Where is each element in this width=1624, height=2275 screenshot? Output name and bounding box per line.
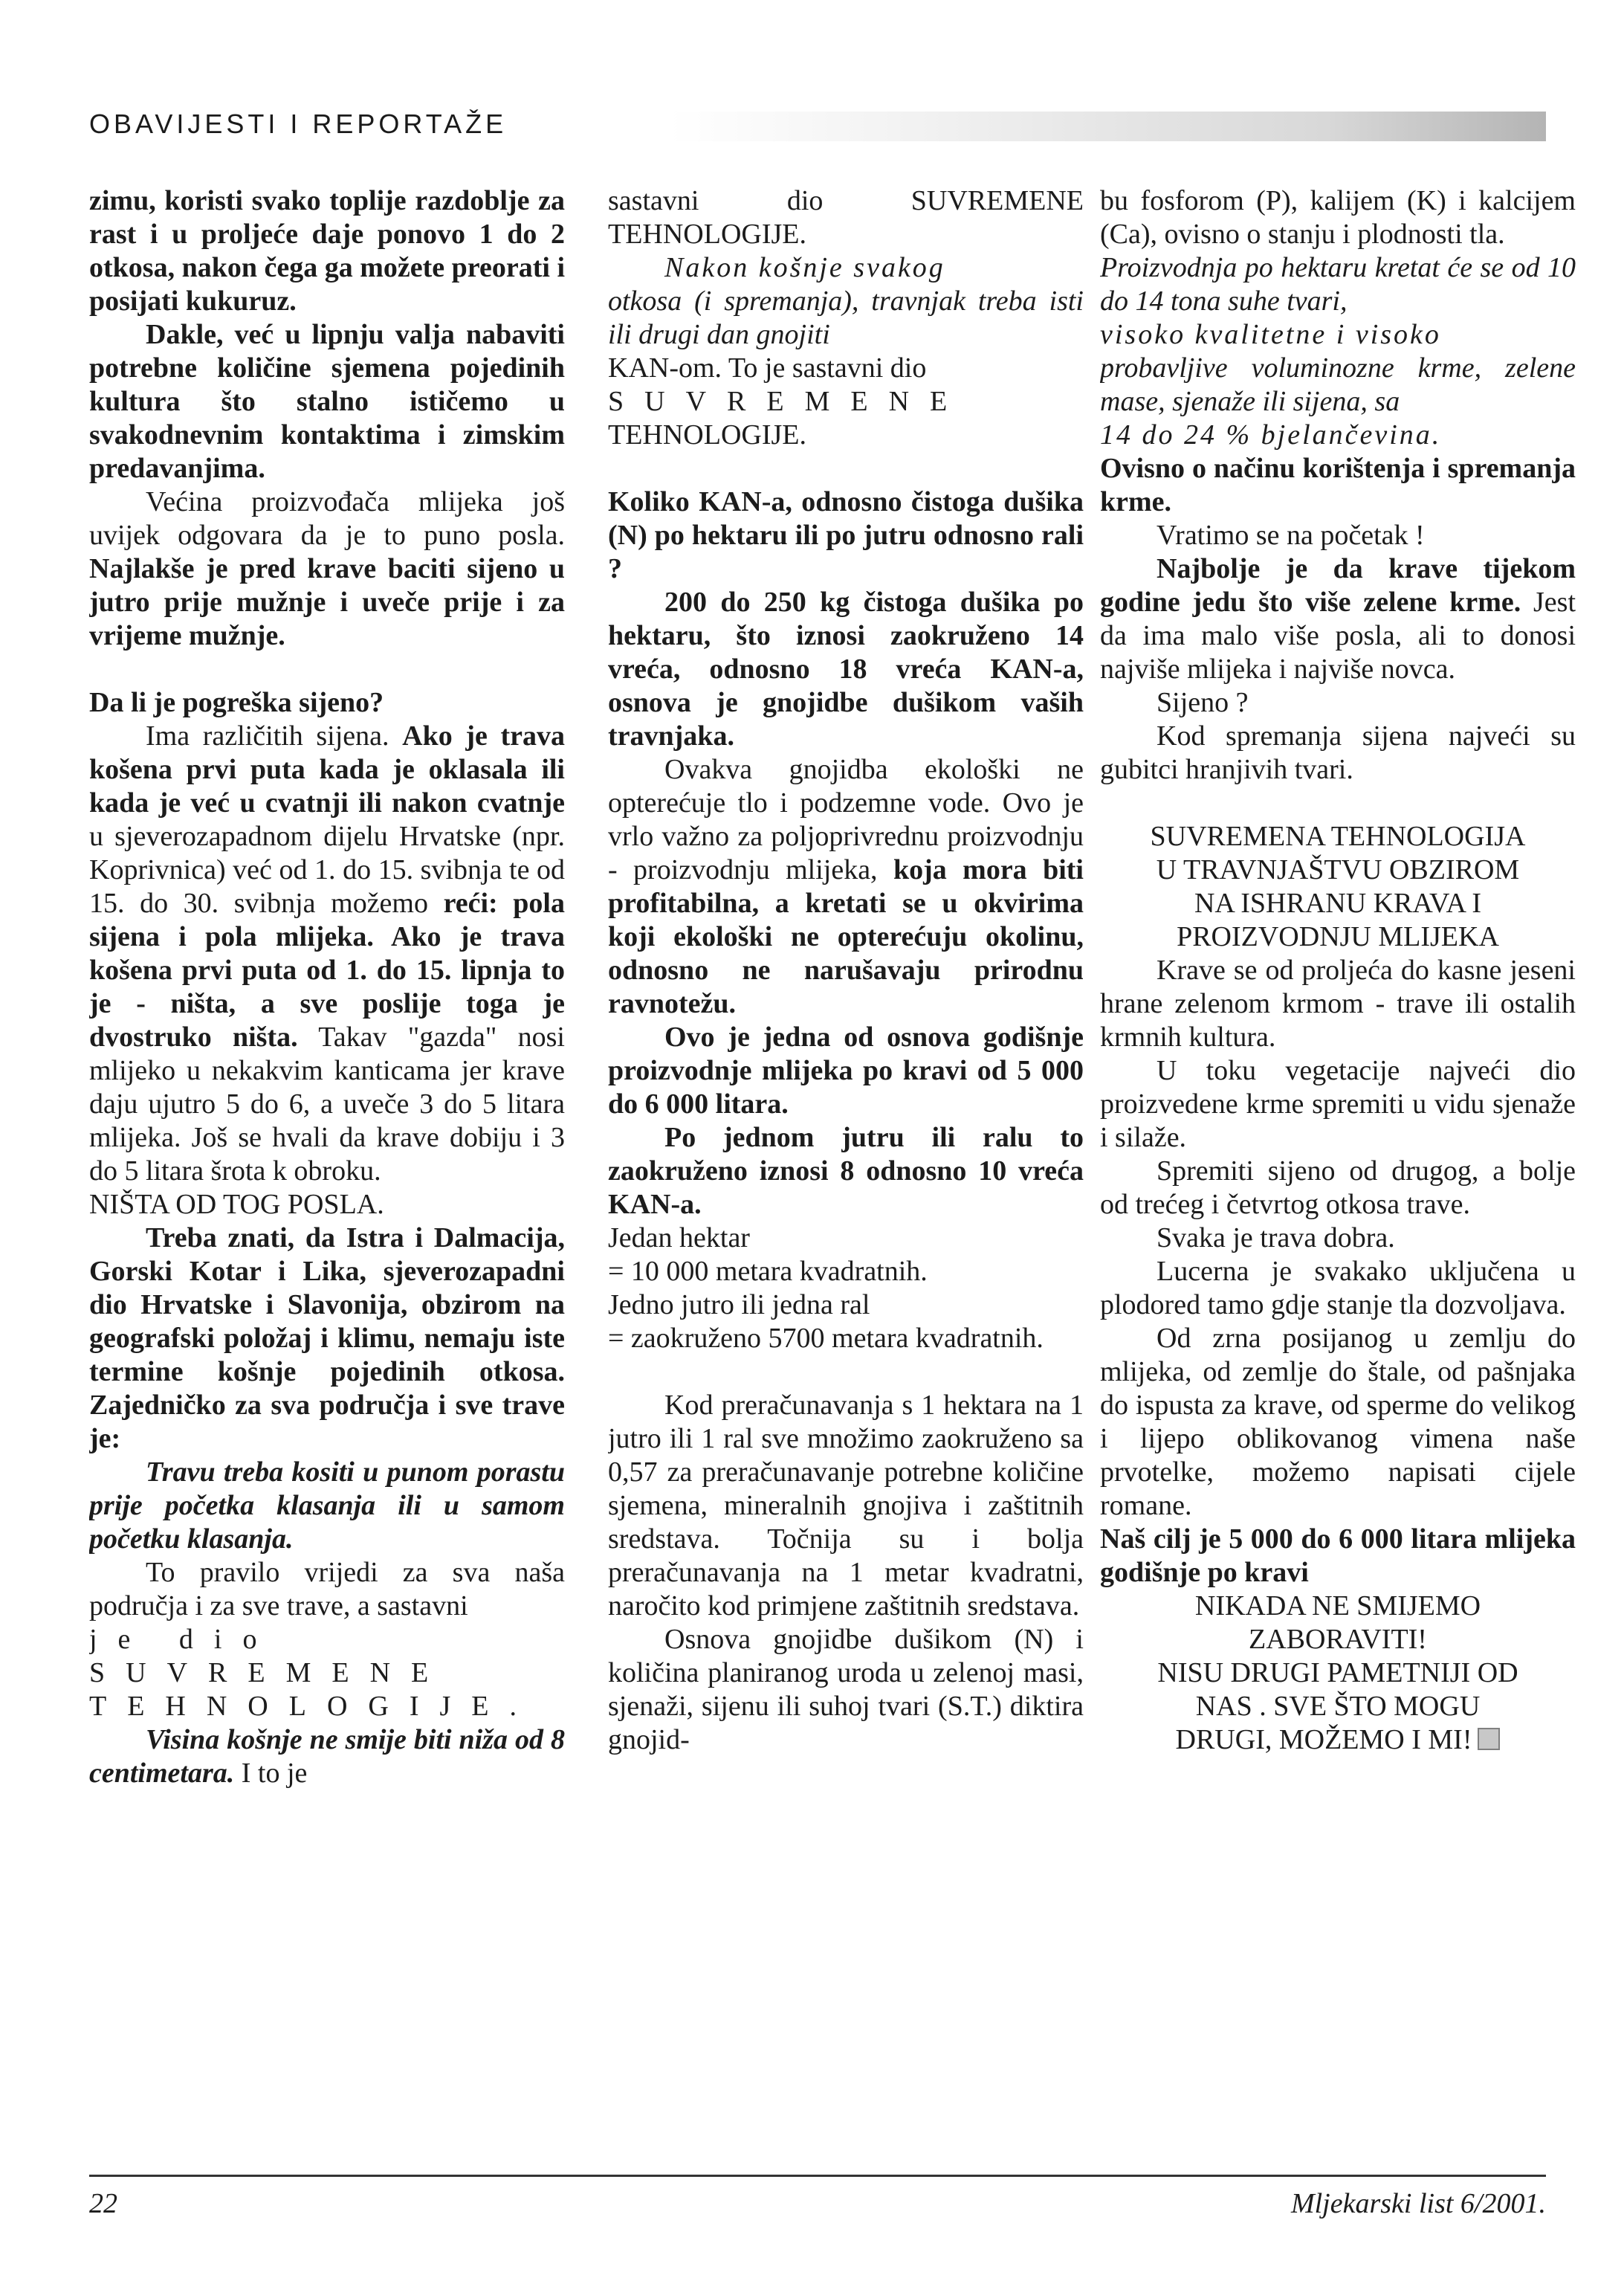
section-heading: U TRAVNJAŠTVU OBZIROM xyxy=(1156,854,1520,885)
paragraph: bu fosforom (P), kalijem (K) i kalcijem (Ca), ovisno o stanju i plodnosti tla. xyxy=(1100,185,1576,250)
paragraph: To pravilo vrijedi za sva naša područja i za sve trave, a sastavni xyxy=(89,1557,565,1621)
text-span: Ovakva gnojidba ekološki ne opterećuje tlo i podzemne vode. Ovo je vrlo važno za poljoprivrednu proizvodnju - proizvodnju mlijeka, xyxy=(608,754,1084,885)
paragraph: Kod preračunavanja s 1 hektara na 1 jutro ili 1 ral sve množimo zaokruženo sa 0,57 za preračunavanje potrebne količine sjemena, mineralnih gnojiva i zaštitnih sredstava. Točnija su i bolja preračunavanja na 1 metar kvadratni, naročito kod primjene zaštitnih sredstava. xyxy=(608,1390,1084,1621)
unit-line: Jedno jutro ili jedna ral xyxy=(608,1289,870,1320)
paragraph: Lucerna je svakako uključena u plodored tamo gdje stanje tla dozvoljava. xyxy=(1100,1256,1576,1320)
closing-line: ZABORAVITI! xyxy=(1249,1624,1427,1655)
section-heading: PROIZVODNJU MLIJEKA xyxy=(1177,921,1499,952)
paragraph: zimu, koristi svako toplije razdoblje za rast i u proljeće daje ponovo 1 do 2 otkosa, nakon čega ga možete preorati i posijati kukuruz. xyxy=(89,185,565,317)
unit-line: Jedan hektar xyxy=(608,1222,750,1253)
article-column-3 xyxy=(1100,184,1576,2147)
paragraph: Krave se od proljeća do kasne jeseni hrane zelenom krmom - trave ili ostalih krmnih kultura. xyxy=(1100,955,1576,1053)
paragraph: Sijeno ? xyxy=(1156,687,1249,718)
paragraph xyxy=(89,720,565,1188)
emphasis-paragraph: probavljive voluminozne krme, zelene mase, sjenaže ili sijena, sa xyxy=(1100,352,1576,417)
text-span: Većina proizvođača mlijeka još uvijek odgovara da je to puno posla. xyxy=(89,486,565,551)
text-span: koja mora biti profitabilna, a kretati se u okvirima koji ekološki ne opterećuju okolinu, odnosno ne narušavaju prirodnu ravnotežu. xyxy=(608,854,1084,1019)
paragraph: 200 do 250 kg čistoga dušika po hektaru, što iznosi zaokruženo 14 vreća, odnosno 18 vreća KAN-a, osnova je gnojidbe dušikom vaših travnjaka. xyxy=(608,587,1084,752)
emphasis-paragraph: otkosa (i spremanja), travnjak treba isti ili drugi dan gnojiti xyxy=(608,285,1084,350)
emphasis-paragraph: 14 do 24 % bjelančevina. xyxy=(1100,419,1442,451)
paragraph: Ovo je jedna od osnova godišnje proizvodnje mlijeka po kravi od 5 000 do 6 000 litara. xyxy=(608,1022,1084,1120)
paragraph: Spremiti sijeno od drugog, a bolje od trećeg i četvrtog otkosa trave. xyxy=(1100,1155,1576,1220)
emphasis-paragraph: Travu treba kositi u punom porastu prije početka klasanja ili u samom početku klasanja. xyxy=(89,1456,565,1555)
paragraph: TEHNOLOGIJE. xyxy=(608,419,807,451)
closing-text: DRUGI, MOŽEMO I MI! xyxy=(1175,1724,1472,1755)
paragraph xyxy=(89,1723,565,1790)
paragraph: U toku vegetacije najveći dio proizvedene krme spremiti u vidu sjenaže i silaže. xyxy=(1100,1055,1576,1153)
paragraph xyxy=(89,485,565,653)
paragraph: Treba znati, da Istra i Dalmacija, Gorski Kotar i Lika, sjeverozapadni dio Hrvatske i Slavonija, obzirom na geografski položaj i klimu, nemaju iste termine košnje pojedinih otkosa. Zajedničko za sva područja i sve trave je: xyxy=(89,1222,565,1454)
paragraph: Osnova gnojidbe dušikom (N) i količina planiranog uroda u zelenoj masi, sjenaži, sijenu ili suhoj tvari (S.T.) diktira gnojid- xyxy=(608,1624,1084,1755)
text-span: Najbolje je da krave tijekom godine jedu što više zelene krme. xyxy=(1100,553,1576,618)
paragraph: Naš cilj je 5 000 do 6 000 litara mlijeka godišnje po kravi xyxy=(1100,1523,1576,1588)
paragraph xyxy=(608,753,1084,1021)
section-heading: NA ISHRANU KRAVA I xyxy=(1194,888,1482,919)
section-title: OBAVIJESTI I REPORTAŽE xyxy=(89,109,508,139)
closing-line xyxy=(1100,1723,1576,1757)
unit-line: = 10 000 metara kvadratnih. xyxy=(608,1256,928,1287)
caps-heading: NIŠTA OD TOG POSLA. xyxy=(89,1189,384,1220)
text-span: Ima različitih sijena. xyxy=(146,720,389,752)
unit-line: = zaokruženo 5700 metara kvadratnih. xyxy=(608,1323,1044,1354)
paragraph: Dakle, već u lipnju valja nabaviti potrebne količine sjemena pojedinih kultura što stalno ističemo u svakodnevnim kontaktima i zimskim predavanjima. xyxy=(89,319,565,484)
emphasis-paragraph: Proizvodnja po hektaru kretat će se od 10 do 14 tona suhe tvari, xyxy=(1100,252,1576,317)
text-span: I to je xyxy=(241,1758,308,1789)
text-span: Takav "gazda" nosi mlijeko u nekakvim kanticama jer krave daju ujutro 5 do 6, a uveče 3 do 5 litara mlijeka. Još se hvali da krave dobiju i 3 do 5 litara šrota k obroku. xyxy=(89,1022,565,1187)
text-span: Jest da ima malo više posla, ali to donosi najviše mlijeka i najviše novca. xyxy=(1100,587,1576,685)
emphasis-paragraph: visoko kvalitetne i visoko xyxy=(1100,319,1441,350)
question-heading: Koliko KAN-a, odnosno čistoga dušika (N) po hektaru ili po jutru odnosno rali ? xyxy=(608,486,1084,584)
text-span: reći: pola sijena i pola mlijeka. Ako je trava košena prvi puta od 1. do 15. lipnja to je - ništa, a sve poslije toga je dvostruko ništa. xyxy=(89,888,565,1053)
paragraph: Ovisno o načinu korištenja i spremanja krme. xyxy=(1100,453,1576,517)
text-span: Najlakše je pred krave baciti sijeno u jutro prije mužnje i uveče prije i za vrijeme mužnje. xyxy=(89,553,565,651)
page-header xyxy=(89,104,1546,149)
closing-line: NISU DRUGI PAMETNIJI OD xyxy=(1157,1657,1518,1688)
page-number: 22 xyxy=(89,2188,117,2219)
text-span: u sjeverozapadnom dijelu Hrvatske (npr. Koprivnica) već od 1. do 15. svibnja te od 15. do 30. svibnja možemo xyxy=(89,821,565,919)
article-column-2 xyxy=(608,184,1084,2147)
spaced-line: SUVREMENE xyxy=(608,386,968,417)
article-column-1 xyxy=(89,184,565,2147)
closing-line: NAS . SVE ŠTO MOGU xyxy=(1195,1691,1481,1722)
footer-rule xyxy=(89,2175,1546,2177)
paragraph xyxy=(1100,552,1576,686)
paragraph: Po jednom jutru ili ralu to zaokruženo iznosi 8 odnosno 10 vreća KAN-a. xyxy=(608,1122,1084,1220)
text-span: Visina košnje ne smije biti niža od 8 centimetara. xyxy=(89,1724,565,1789)
paragraph: Kod spremanja sijena najveći su gubitci hranjivih tvari. xyxy=(1100,720,1576,785)
journal-citation: Mljekarski list 6/2001. xyxy=(1290,2188,1546,2219)
paragraph: KAN-om. To je sastavni dio xyxy=(608,352,927,384)
closing-line: NIKADA NE SMIJEMO xyxy=(1194,1590,1481,1621)
header-gradient-bar xyxy=(669,112,1546,141)
text-span: Ako je trava košena prvi puta kada je oklasala ili kada je već u cvatnji ili nakon cvatnje xyxy=(89,720,565,819)
paragraph: Vratimo se na početak ! xyxy=(1156,520,1425,551)
end-mark-icon xyxy=(1478,1728,1500,1750)
question-heading: Da li je pogreška sijeno? xyxy=(89,687,384,718)
section-heading: SUVREMENA TEHNOLOGIJA xyxy=(1150,821,1526,852)
spaced-line: je dio SUVREMENE TEHNOLOGIJE. xyxy=(89,1624,538,1722)
paragraph: Od zrna posijanog u zemlju do mlijeka, od zemlje do štale, od pašnjaka do ispusta za krave, od sperme do velikog i lijepo oblikovanog vimena naše prvotelke, možemo napisati cijele romane. xyxy=(1100,1323,1576,1521)
emphasis-paragraph: Nakon košnje svakog xyxy=(664,252,945,283)
paragraph: sastavni dio SUVREMENE TEHNOLOGIJE. xyxy=(608,185,1084,250)
paragraph: Svaka je trava dobra. xyxy=(1156,1222,1395,1253)
